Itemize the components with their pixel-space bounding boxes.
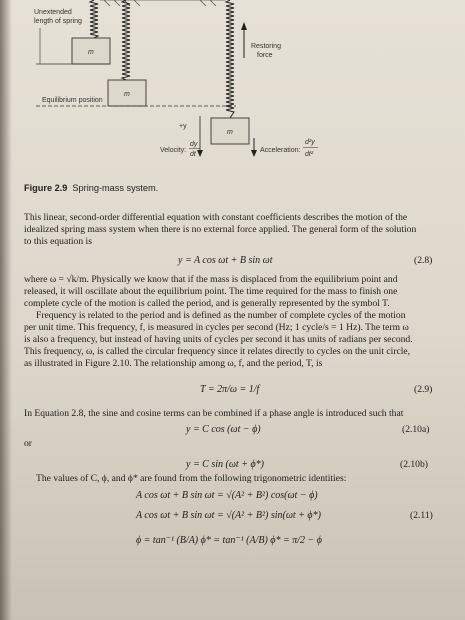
restoring-label-2: force	[257, 52, 273, 59]
equation-2-10a: y = C cos (ωt − ϕ)	[186, 424, 261, 435]
body-line: complete cycle of the motion is called the period, and is generally represented by the symbol T.	[24, 298, 390, 309]
body-line: where ω = √k/m. Physically we know that if the mass is displaced from the equilibrium point and	[24, 274, 398, 285]
equation-number-2-11: (2.11)	[410, 510, 433, 521]
or-word: or	[24, 438, 32, 449]
mass-label-2: m	[124, 91, 130, 98]
body-line: This frequency, ω, is called the circular frequency since it relates directly to cycles on the unit circle,	[24, 346, 411, 357]
figure-title: Spring-mass system.	[72, 183, 159, 193]
equilibrium-label: Equilibrium position	[42, 97, 103, 104]
velocity-den: dt	[190, 151, 196, 158]
equation-number-2-9: (2.9)	[414, 384, 433, 395]
body-line: Frequency is related to the period and is defined as the number of complete cycles of the motion	[36, 310, 406, 321]
acceleration-arrowhead	[251, 150, 257, 157]
body-line: The values of C, ϕ, and ϕ* are found from the following trigonometric identities:	[36, 473, 347, 484]
equation-number-2-10a: (2.10a)	[402, 424, 430, 435]
spring-equilibrium	[122, 0, 130, 80]
equation-2-8: y = A cos ωt + B sin ωt	[178, 255, 273, 266]
restoring-arrowhead	[241, 22, 247, 30]
equation-2-11a: A cos ωt + B sin ωt = √(A² + B²) cos(ωt − ϕ)	[136, 490, 318, 501]
equation-2-10b: y = C sin (ωt + ϕ*)	[186, 459, 264, 470]
velocity-num: dy	[190, 141, 198, 148]
spring-mass-figure	[0, 0, 465, 175]
ceiling-hatch	[100, 0, 226, 6]
acceleration-den: dt²	[305, 151, 314, 158]
unextended-label: Unextended	[34, 9, 72, 16]
spring-unextended	[90, 0, 98, 38]
body-line: to this equation is	[24, 236, 92, 247]
body-line: idealized spring mass system when there is no external force applied. The general form of the solution	[24, 224, 417, 235]
spring-displaced	[226, 0, 234, 118]
equation-2-9: T = 2π/ω = 1/f	[200, 384, 260, 395]
equation-number-2-8: (2.8)	[414, 255, 433, 266]
restoring-label: Restoring	[251, 43, 281, 50]
body-line: is also a frequency, but instead of having units of cycles per second it has units of radians per second.	[24, 334, 413, 345]
body-line: as illustrated in Figure 2.10. The relationship among ω, f, and the period, T, is	[24, 358, 323, 369]
equation-2-11b: A cos ωt + B sin ωt = √(A² + B²) sin(ωt + ϕ*)	[136, 510, 321, 521]
body-line: per unit time. This frequency, f, is measured in cycles per second (Hz; 1 cycle/s = 1 Hz). The term ω	[24, 322, 409, 333]
body-line: In Equation 2.8, the sine and cosine terms can be combined if a phase angle is introduced such that	[24, 408, 404, 419]
figure-caption	[24, 183, 158, 193]
equation-2-11c: ϕ = tan⁻¹ (B/A) ϕ* = tan⁻¹ (A/B) ϕ* = π/2 − ϕ	[136, 535, 322, 546]
body-line: released, it will oscillate about the equilibrium point. The time required for the mass to finish one	[24, 286, 398, 297]
equation-number-2-10b: (2.10b)	[400, 459, 428, 470]
mass-label-1: m	[88, 49, 94, 56]
plus-y-label: +y	[179, 123, 187, 130]
body-line: This linear, second-order differential equation with constant coefficients describes the motion of the	[24, 212, 408, 223]
figure-number: Figure 2.9	[24, 183, 68, 193]
mass-label-3: m	[227, 129, 233, 136]
y-axis-arrowhead	[197, 150, 203, 157]
velocity-label: Velocity:	[160, 147, 187, 154]
acceleration-num: d²y	[305, 139, 315, 146]
unextended-label-2: length of spring	[34, 18, 82, 25]
acceleration-label: Acceleration:	[260, 147, 301, 154]
